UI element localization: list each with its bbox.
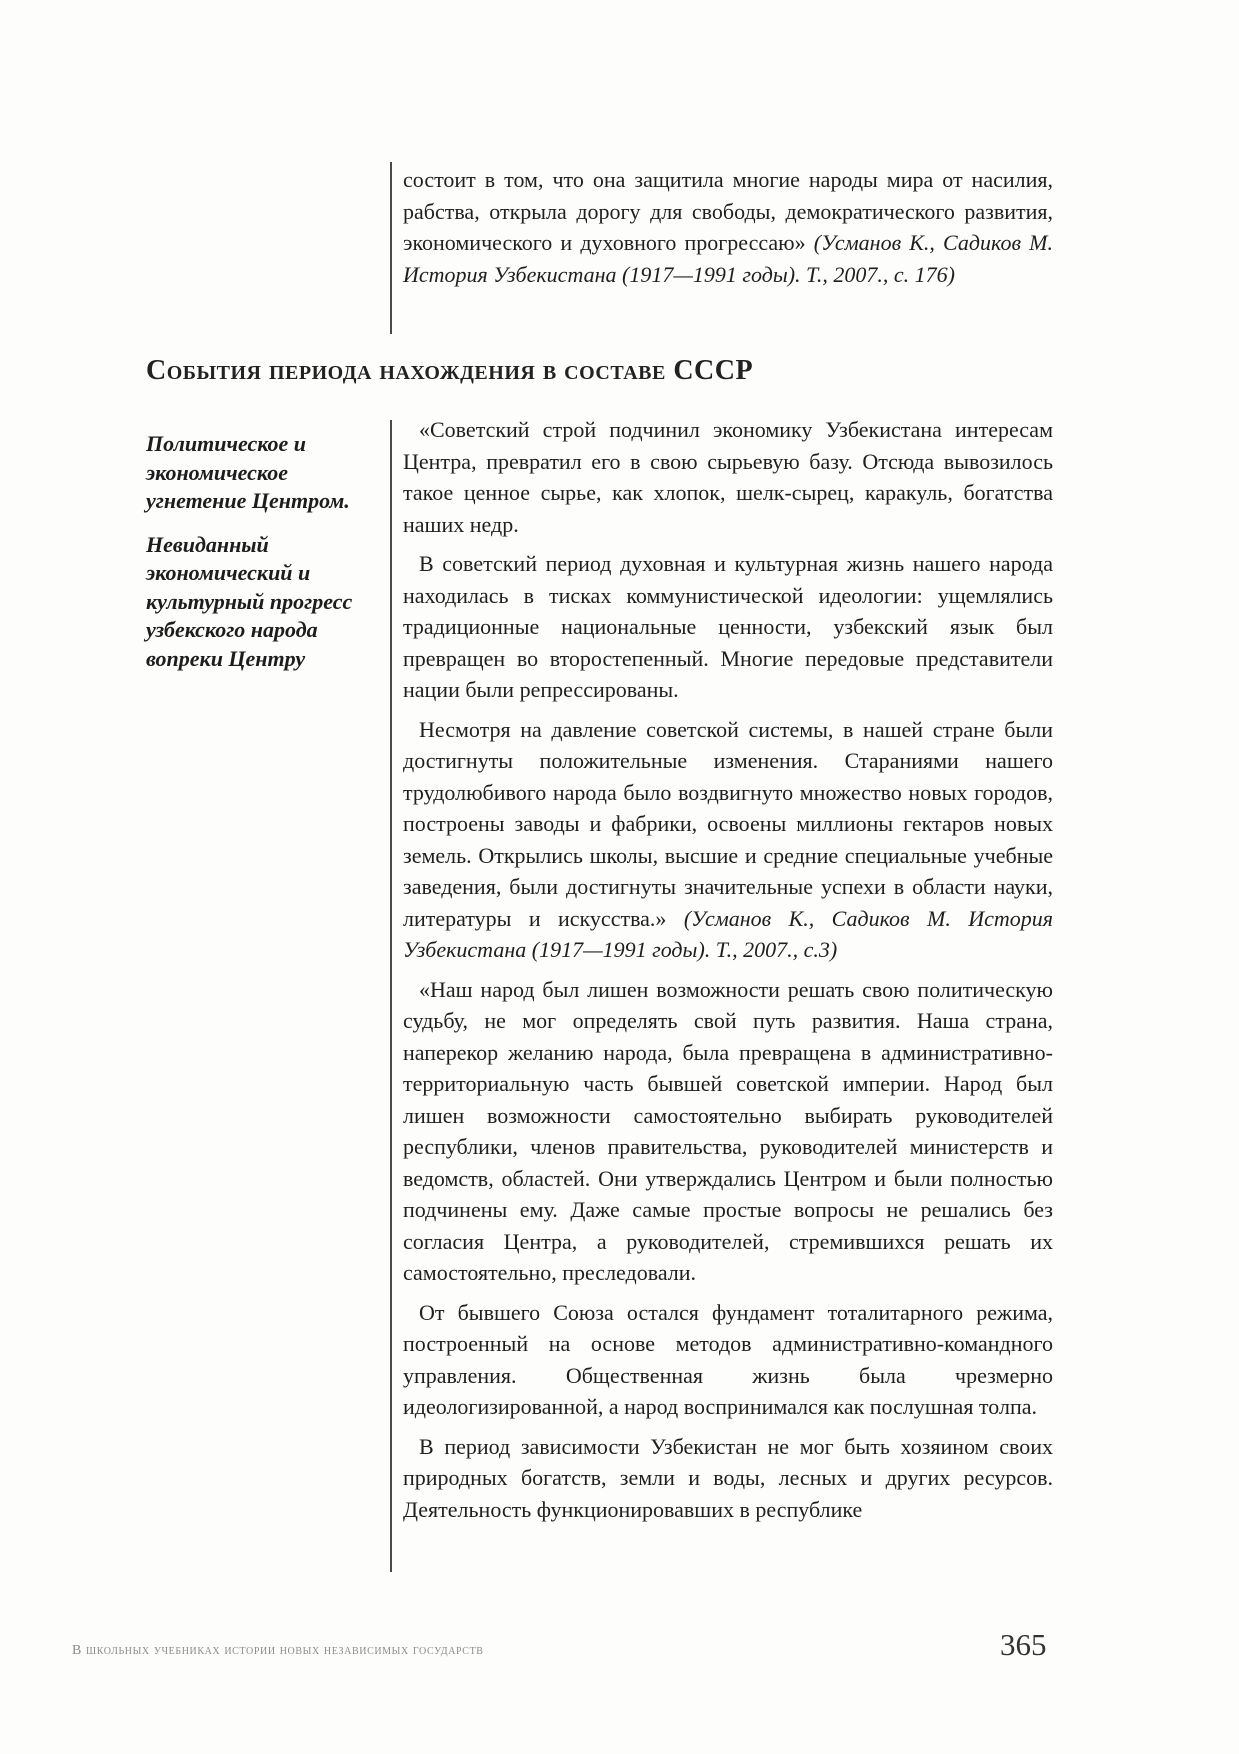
body-paragraph bbox=[403, 974, 1053, 1289]
body-paragraph bbox=[403, 1431, 1053, 1526]
main-text-left-rule bbox=[390, 420, 392, 1572]
body-paragraph bbox=[403, 1297, 1053, 1423]
continued-quote-paragraph bbox=[403, 164, 1053, 290]
paragraph-text: «Советский строй подчинил экономику Узбекистана интересам Центра, превратил его в свою сырьевую базу. Отсюда вывозилось такое ценное сырье, как хлопок, шелк-сырец, каракуль, богатства наших недр. bbox=[403, 417, 1053, 537]
continued-quote-citation: (Усманов К., Садиков М. История Узбекистана (1917—1991 годы). Т., 2007., с. 176) bbox=[403, 230, 1053, 287]
main-text-column bbox=[403, 414, 1053, 1533]
page-number: 365 bbox=[1000, 1627, 1047, 1662]
body-paragraph bbox=[403, 548, 1053, 706]
paragraph-text: Несмотря на давление советской системы, в нашей стране были достигнуты положительные изменения. Стараниями нашего трудолюбивого народа было воздвигнуто множество новых городов, построены заводы и фабрики, освоены миллионы гектаров новых земель. Открылись школы, высшие и средние специальные учебные заведения, были достигнуты значительные успехи в области науки, литературы и искусства.» bbox=[403, 716, 1053, 931]
margin-note: Политическое и экономическое угнетение Центром. bbox=[146, 431, 350, 513]
margin-note: Невиданный экономический и культурный прогресс узбекского народа вопреки Центру bbox=[146, 531, 353, 671]
section-heading: События периода нахождения в составе СССР bbox=[146, 355, 754, 386]
margin-notes bbox=[146, 430, 364, 688]
continued-quote-text: состоит в том, что она защитила многие народы мира от насилия, рабства, открыла дорогу для свободы, демократического развития, экономического и духовного прогрессаю» bbox=[403, 167, 1053, 255]
quote-left-rule bbox=[390, 162, 392, 334]
paragraph-citation: (Усманов К., Садиков М. История Узбекистана (1917—1991 годы). Т., 2007., с.3) bbox=[403, 905, 1053, 962]
paragraph-text: В советский период духовная и культурная жизнь нашего народа находилась в тисках коммунистической идеологии: ущемлялись традиционные национальные ценности, узбекский язык был превращен во второстепенный. Многие передовые представители нации были репрессированы. bbox=[403, 551, 1053, 702]
paragraph-text: «Наш народ был лишен возможности решать свою политическую судьбу, не мог определять свой путь развития. Наша страна, наперекор желанию народа, была превращена в административно-территориальную часть бывшей советской империи. Народ был лишен возможности самостоятельно выбирать руководителей республики, членов правительства, руководителей министерств и ведомств, областей. Они утверждались Центром и были полностью подчинены ему. Даже самые простые вопросы не решались без согласия Центра, а руководителей, стремившихся решать их самостоятельно, преследовали. bbox=[403, 976, 1053, 1285]
paragraph-text: В период зависимости Узбекистан не мог быть хозяином своих природных богатств, земли и воды, лесных и других ресурсов. Деятельность функционировавших в республике bbox=[403, 1433, 1053, 1522]
body-paragraph bbox=[403, 714, 1053, 966]
footer-running-title: В школьных учебниках истории новых независимых государств bbox=[72, 1643, 484, 1658]
body-paragraph bbox=[403, 414, 1053, 540]
paragraph-text: От бывшего Союза остался фундамент тоталитарного режима, построенный на основе методов административно-командного управления. Общественная жизнь была чрезмерно идеологизированной, а народ воспринимался как послушная толпа. bbox=[403, 1299, 1053, 1419]
